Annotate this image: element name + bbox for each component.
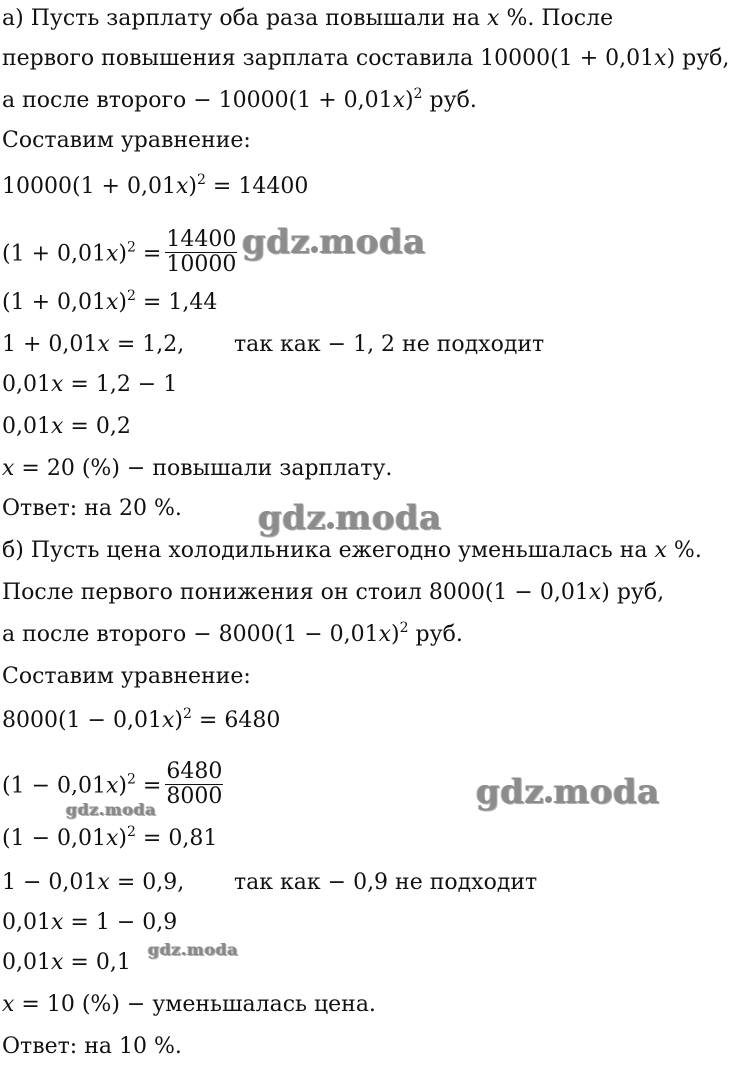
part-a-fraction-line: $(1 + 0,01x)^2$ = $\frac{14400}{10000}$ [2, 227, 237, 277]
part-a-line-4: Составим уравнение: [2, 128, 251, 153]
part-b-line-11: x = 10 (%) − уменьшалась цена. [2, 992, 376, 1017]
fraction: $\frac{14400}{10000}$ [166, 227, 237, 277]
part-b-line-4: Составим уравнение: [2, 664, 251, 689]
part-a-line-7: $(1 + 0,01x)^2 = 1,44$ [2, 288, 218, 315]
watermark-logo-small: gdz.moda [66, 800, 157, 819]
part-b-answer: Ответ: на 10 %. [2, 1034, 182, 1059]
part-a-line-8: 1 + 0,01x = 1,2, так как − 1, 2 не подходит [2, 332, 545, 357]
part-b-line-8: 1 − 0,01x = 0,9, так как − 0,9 не подходит [2, 870, 538, 895]
part-a-line-1: а) Пусть зарплату оба раза повышали на x %. После [2, 6, 614, 31]
part-a-answer: Ответ: на 20 %. [2, 496, 182, 521]
part-b-line-1: б) Пусть цена холодильника ежегодно уменьшалась на x %. [2, 538, 702, 563]
watermark-logo: gdz moda [476, 772, 660, 812]
part-b-line-9: 0,01x = 1 − 0,9 [2, 910, 178, 935]
part-b-fraction-line: $(1 - 0,01x)^2$ = $\frac{6480}{8000}$ [2, 759, 223, 809]
part-b-equation: $8000(1 - 0,01x)^2 = 6480$ [2, 706, 281, 733]
watermark-logo: gdz moda [242, 222, 426, 262]
part-a-line-2: первого повышения зарплата составила 10000(1 + 0,01x) руб, [2, 46, 729, 71]
part-a-equation: $10000(1 + 0,01x)^2 = 14400$ [2, 172, 309, 199]
part-b-line-7: $(1 - 0,01x)^2 = 0,81$ [2, 824, 218, 851]
part-b-line-2: После первого понижения он стоил 8000(1 − 0,01x) руб, [2, 580, 665, 605]
part-a-line-9: 0,01x = 1,2 − 1 [2, 372, 178, 397]
part-a-line-10: 0,01x = 0,2 [2, 414, 131, 439]
fraction: $\frac{6480}{8000}$ [166, 759, 223, 809]
part-a-line-11: x = 20 (%) − повышали зарплату. [2, 456, 393, 481]
watermark-logo-small: gdz.moda [148, 940, 239, 959]
part-b-line-10: 0,01x = 0,1 [2, 950, 131, 975]
part-b-line-3: а после второго − $8000(1 - 0,01x)^2$ руб. [2, 620, 463, 647]
watermark-logo: gdz moda [258, 498, 442, 538]
part-a-line-3: а после второго − $10000(1 + 0,01x)^2$ руб. [2, 86, 477, 113]
